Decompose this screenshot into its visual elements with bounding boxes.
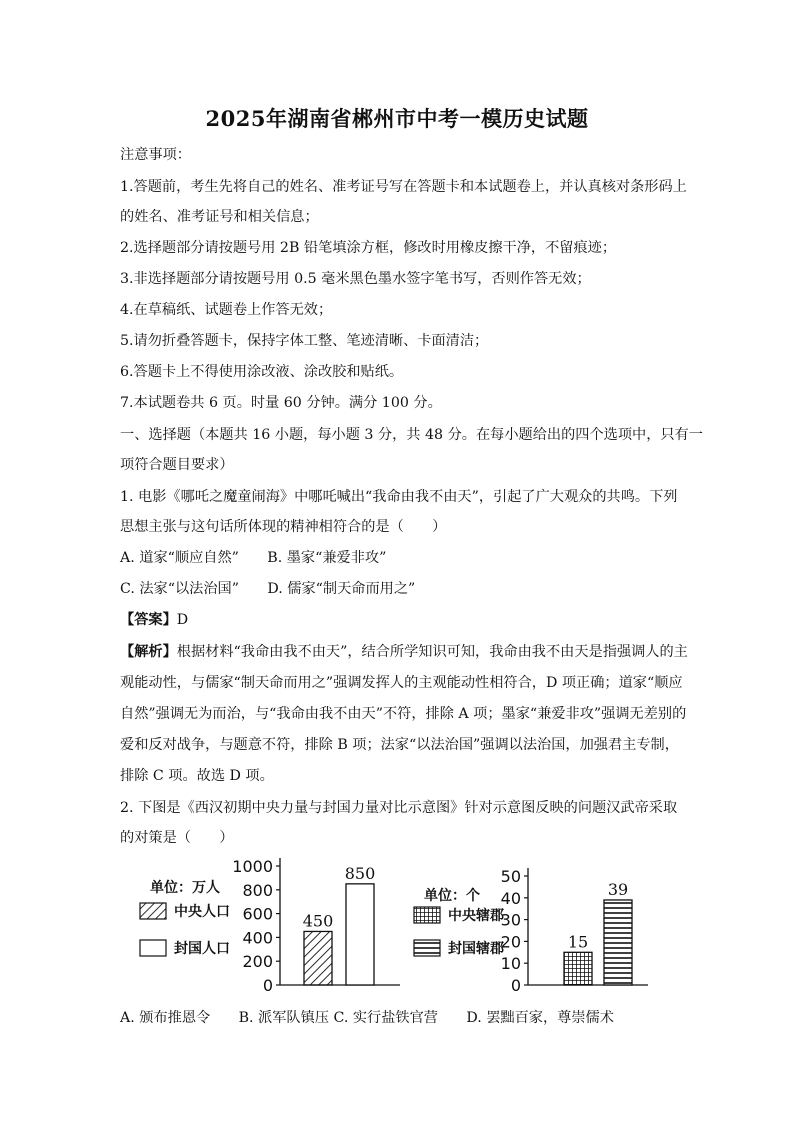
analysis-text: 根据材料“我命由我不由天”，结合所学知识可知，我命由我不由天是指强调人的主 xyxy=(176,644,688,660)
y-tick-label: 30 xyxy=(500,910,521,930)
q1-options-cd: C. 法家“以法治国” D. 儒家“制天命而用之” xyxy=(120,581,416,597)
unit-label: 单位：万人 xyxy=(150,880,220,896)
q1-answer xyxy=(120,610,680,630)
notice-item: 2.选择题部分请按题号用 2B 铅笔填涂方框，修改时用橡皮擦干净，不留痕迹； xyxy=(120,240,617,256)
y-tick-label: 50 xyxy=(500,867,521,886)
q1-stem-cont: 思想主张与这句话所体现的精神相符合的是（ ） xyxy=(120,519,447,535)
answer-value: D xyxy=(176,612,189,628)
bar-value-label: 39 xyxy=(607,879,629,899)
notice-heading: 注意事项： xyxy=(120,147,191,163)
q2-options: A. 颁布推恩令 B. 派军队镇压 C. 实行盐铁官营 D. 罢黜百家，尊崇儒术 xyxy=(120,1010,614,1026)
q1-options-ab: A. 道家“顺应自然” B. 墨家“兼爱非攻” xyxy=(120,550,387,566)
analysis-text: 爱和反对战争，与题意不符，排除 B 项；法家“以法治国”强调以法治国，加强君主专制， xyxy=(120,737,679,753)
bar xyxy=(604,900,632,985)
analysis-text: 排除 C 项。故选 D 项。 xyxy=(120,768,274,784)
notice-item: 的姓名、准考证号和相关信息； xyxy=(120,209,319,225)
y-tick-label: 200 xyxy=(242,952,273,972)
y-tick-label: 600 xyxy=(242,904,273,924)
bar-value-label: 15 xyxy=(567,932,589,952)
notice-item: 6.答题卡上不得使用涂改液、涂改胶和贴纸。 xyxy=(120,364,404,380)
exam-title: 2025年湖南省郴州市中考一模历史试题 xyxy=(205,106,589,131)
notice-item: 7.本试题卷共 6 页。时量 60 分钟。满分 100 分。 xyxy=(120,395,442,411)
q2-stem: 2. 下图是《西汉初期中央力量与封国力量对比示意图》针对示意图反映的问题汉武帝采取 xyxy=(120,800,678,816)
notice-item: 1.答题前，考生先将自己的姓名、准考证号写在答题卡和本试题卷上，并认真核对条形码上 xyxy=(120,179,687,195)
y-tick-label: 800 xyxy=(242,880,273,900)
q1-analysis xyxy=(120,642,688,662)
legend-swatch xyxy=(414,940,440,956)
comparison-charts xyxy=(120,852,680,1002)
analysis-label: 【解析】 xyxy=(120,644,177,660)
q2-stem-cont: 的对策是（ ） xyxy=(120,830,234,846)
section-heading: 一、选择题（本题共 16 小题，每小题 3 分，共 48 分。在每小题给出的四个选项中，只有一 xyxy=(120,427,703,443)
legend-swatch xyxy=(140,940,166,956)
section-heading-cont: 项符合题目要求） xyxy=(120,457,234,473)
y-tick-label: 400 xyxy=(242,928,273,948)
notice-item: 4.在草稿纸、试题卷上作答无效； xyxy=(120,302,333,318)
bar-value-label: 450 xyxy=(302,911,334,931)
y-tick-label: 40 xyxy=(500,888,521,908)
bar xyxy=(304,931,332,985)
legend-label: 封国人口 xyxy=(174,941,230,957)
analysis-text: 自然”强调无为而治，与“我命由我不由天”不符，排除 A 项；墨家“兼爱非攻”强调无差别的 xyxy=(120,706,687,722)
legend-label: 中央辖郡 xyxy=(448,908,504,924)
bar xyxy=(346,884,374,985)
y-tick-label: 1000 xyxy=(232,857,273,876)
y-tick-label: 20 xyxy=(500,932,521,952)
y-tick-label: 0 xyxy=(262,976,273,995)
legend-label: 封国辖郡 xyxy=(448,941,504,957)
bar-value-label: 850 xyxy=(344,863,376,883)
analysis-text: 观能动性，与儒家“制天命而用之”强调发挥人的主观能动性相符合，D 项正确；道家“顺应 xyxy=(120,675,683,691)
y-tick-label: 10 xyxy=(500,954,521,974)
legend-label: 中央人口 xyxy=(174,904,230,920)
legend-swatch xyxy=(140,903,166,919)
q1-stem: 1. 电影《哪吒之魔童闹海》中哪吒喊出“我命由我不由天”，引起了广大观众的共鸣。下列 xyxy=(120,489,678,505)
answer-label: 【答案】 xyxy=(120,612,177,628)
q2-figure xyxy=(120,852,680,1002)
legend-swatch xyxy=(414,907,440,923)
notice-item: 5.请勿折叠答题卡，保持字体工整、笔迹清晰、卡面清洁； xyxy=(120,333,489,349)
notice-item: 3.非选择题部分请按题号用 0.5 毫米黑色墨水签字笔书写，否则作答无效； xyxy=(120,271,591,287)
y-tick-label: 0 xyxy=(510,976,521,995)
bar xyxy=(564,952,592,985)
unit-label: 单位：个 xyxy=(424,888,480,904)
